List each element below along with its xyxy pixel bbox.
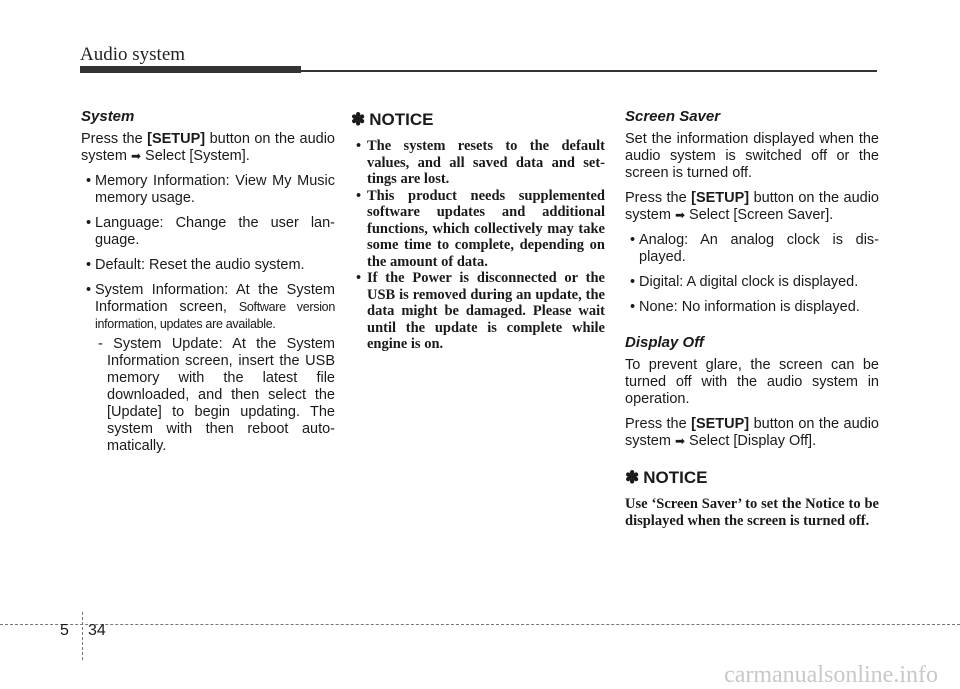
list-item [81,215,335,249]
bullet-dot-icon: • [630,232,636,248]
press-text-mid: button on the audio system [625,190,879,223]
list-item [625,274,879,291]
notice-star-icon: ✽ [625,468,640,487]
header-bar-thick [80,66,301,73]
page-number: 34 [88,622,106,639]
setup-button-label: [SETUP] [691,190,750,206]
press-text-mid: button on the audio system [625,416,879,449]
notice-list [351,138,605,353]
screen-saver-bullet-list [625,232,879,316]
list-item-text: Analog: An analog clock is dis-played. [639,232,879,265]
list-item-text: None: No information is displayed. [639,299,860,315]
page-header-title: Audio system [80,44,186,65]
watermark: carmanualsonline.info [724,662,938,688]
display-off-instructions [625,416,879,450]
arrow-right-icon: ➡ [674,208,686,222]
notice-heading [351,110,605,130]
list-item-text: This product needs supplemented software updates and additional functions, which collectively may take some time to complete, depending on the amount of data. [367,187,605,270]
notice-title: NOTICE [643,468,708,487]
footer-divider [0,624,960,625]
press-text-post: Select [Display Off]. [685,433,817,449]
list-item-text: If the Power is disconnected or the USB is removed during an update, the data might be damaged. Please wait until the update is complete while engine is on. [367,270,605,352]
list-item-text: Digital: A digital clock is displayed. [639,274,859,290]
press-text-post: Select [Screen Saver]. [685,207,834,223]
system-heading: System [81,108,135,125]
notice-text: Use ‘Screen Saver’ to set the Notice to be displayed when the screen is turned off. [625,496,879,529]
screen-saver-instructions [625,190,879,224]
system-bullet-list [81,173,335,333]
bullet-dot-icon: • [356,270,362,286]
screen-saver-heading: Screen Saver [625,108,721,125]
bullet-dot-icon: • [356,187,362,204]
list-item [81,282,335,333]
bullet-dot-icon: • [86,282,92,298]
intro-text-mid: button on the audio system [81,131,335,164]
footer-vertical-divider [82,612,83,660]
right-column [625,108,879,529]
press-text-pre: Press the [625,190,692,206]
list-item-text: Memory Information: View My Music memory usage. [95,173,335,206]
list-item [81,257,335,274]
arrow-right-icon: ➡ [130,149,142,163]
notice-title: NOTICE [369,110,434,129]
list-item [625,232,879,266]
middle-column [351,110,605,353]
bullet-dot-icon: • [356,138,362,154]
press-text-pre: Press the [625,416,692,432]
setup-button-label: [SETUP] [691,416,750,432]
bullet-dot-icon: • [86,215,92,231]
list-item-text: Default: Reset the audio system. [95,257,305,273]
display-off-heading: Display Off [625,334,704,351]
header-bar-thin [301,70,877,72]
left-column [81,108,335,455]
system-update-sub-item: - System Update: At the System Information screen, insert the USB memory with the latest file downloaded, and then select the [Update] to begin updating. The system with then reboot auto-matically. [98,336,335,454]
list-item [351,270,605,353]
bullet-dot-icon: • [630,274,636,290]
setup-button-label: [SETUP] [147,131,206,147]
notice-heading [625,468,879,488]
bullet-dot-icon: • [86,173,92,189]
display-off-desc: To prevent glare, the screen can be turned off with the audio system in operation. [625,357,879,407]
list-item-text: The system resets to the default values, and all saved data and set-tings are lost. [367,138,605,187]
list-item [81,173,335,207]
list-item [625,299,879,316]
list-item-text: Language: Change the user lan-guage. [95,215,335,248]
system-intro [81,131,335,165]
notice-star-icon: ✽ [351,110,366,129]
chapter-number: 5 [60,622,69,639]
list-item-text-small: Software version information, updates are available. [95,300,335,331]
list-item-text: System Information: At the System Information screen, [95,282,335,315]
bullet-dot-icon: • [630,299,636,315]
intro-text-pre: Press the [81,131,148,147]
intro-text-post: Select [System]. [141,148,250,164]
list-item [351,138,605,188]
arrow-right-icon: ➡ [674,434,686,448]
screen-saver-desc: Set the information displayed when the audio system is switched off or the screen is turned off. [625,131,879,181]
list-item [351,188,605,271]
bullet-dot-icon: • [86,257,92,273]
